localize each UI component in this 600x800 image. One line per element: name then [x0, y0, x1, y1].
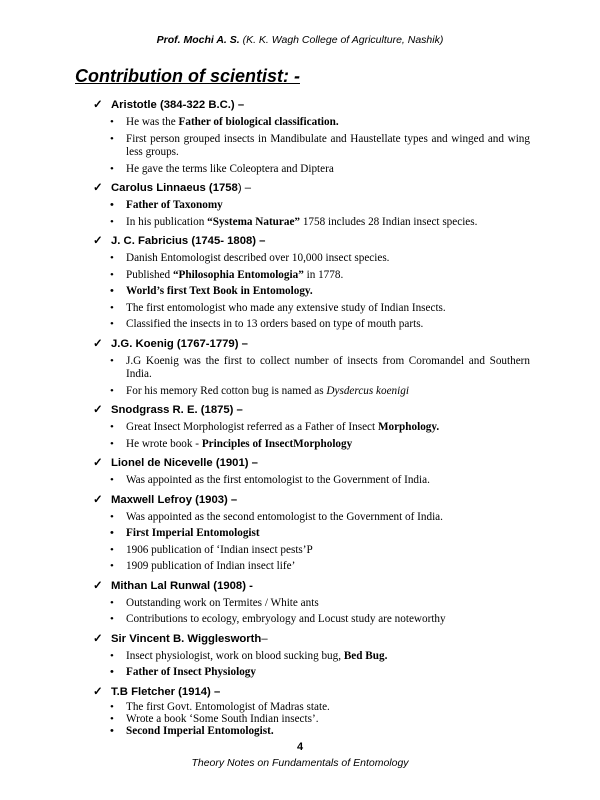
scientist-name: Mithan Lal Runwal (1908) - — [111, 579, 253, 592]
text-bold: Morphology. — [377, 421, 440, 433]
header-author: Prof. Mochi A. S. — [156, 34, 240, 46]
text-bold: Bed Bug. — [343, 649, 388, 662]
scientist-name: Lionel de Nicevelle (1901) – — [111, 457, 258, 469]
point-list — [93, 116, 530, 176]
scientist-heading — [93, 630, 530, 648]
text-italic: Dysdercus koenigi — [326, 384, 409, 397]
text-pre: For his memory Red cotton bug is named as — [126, 384, 327, 397]
checkmark-icon: ✓ — [93, 182, 103, 194]
scientist-entry — [93, 630, 530, 680]
point-list — [93, 701, 530, 737]
text-post: in 1778. — [303, 268, 344, 281]
scientist-entry — [93, 232, 530, 332]
list-item: • Contributions to ecology, embryology and Locust study are noteworthy — [110, 613, 530, 627]
list-item: • Outstanding work on Termites / White ants — [110, 597, 530, 611]
text-pre: He was the — [126, 116, 179, 128]
list-item: • 1906 publication of ‘Indian insect pests’P — [110, 544, 530, 558]
list-item: • Father of Insect Physiology — [110, 666, 530, 680]
scientist-heading — [93, 335, 530, 353]
list-item: • First Imperial Entomologist — [110, 527, 530, 541]
point-list — [93, 355, 530, 399]
scientist-heading — [93, 401, 530, 419]
text-bold: “Systema Naturae” — [207, 215, 301, 228]
scientist-name: Maxwell Lefroy (1903) – — [111, 493, 238, 506]
point-list — [93, 511, 530, 574]
text-pre: Published — [126, 268, 173, 281]
list-item: • First person grouped insects in Mandibulate and Haustellate types and winged and wing less groups. — [110, 133, 530, 160]
page-number: 4 — [296, 741, 304, 753]
list-item: • World’s first Text Book in Entomology. — [110, 285, 530, 299]
page-header — [0, 34, 600, 46]
text-pre: He wrote book - — [126, 437, 202, 450]
scientist-heading — [93, 683, 530, 701]
point-list — [93, 474, 530, 488]
scientist-name: Snodgrass R. E. (1875) – — [111, 404, 243, 416]
list-item: • 1909 publication of Indian insect life’ — [110, 560, 530, 574]
section-title: Contribution of scientist: - — [75, 66, 300, 86]
list-item — [110, 116, 530, 130]
scientist-name: J.G. Koenig (1767-1779) – — [111, 337, 248, 350]
checkmark-icon: ✓ — [93, 99, 103, 111]
page-footer: Theory Notes on Fundamentals of Entomology — [191, 757, 409, 769]
list-item — [110, 438, 530, 452]
point-list — [93, 421, 530, 451]
scientist-entry — [93, 454, 530, 488]
checkmark-icon: ✓ — [93, 404, 103, 416]
list-item: • The first Govt. Entomologist of Madras state. — [110, 701, 530, 713]
list-item — [110, 216, 530, 230]
scientist-entry — [93, 96, 530, 176]
checkmark-icon: ✓ — [93, 685, 103, 698]
point-list — [93, 252, 530, 332]
list-item: • Was appointed as the second entomologist to the Government of India. — [110, 511, 530, 525]
header-college: (K. K. Wagh College of Agriculture, Nashik) — [242, 34, 444, 46]
list-item: • He gave the terms like Coleoptera and Diptera — [110, 163, 530, 177]
scientist-list — [93, 96, 530, 740]
list-item — [110, 385, 530, 399]
list-item — [110, 650, 530, 664]
scientist-heading — [93, 491, 530, 509]
scientist-name: Carolus Linnaeus (1758 — [111, 182, 238, 194]
list-item — [110, 269, 530, 283]
list-item — [110, 421, 530, 435]
checkmark-icon: ✓ — [93, 632, 103, 645]
checkmark-icon: ✓ — [93, 493, 103, 506]
list-item: • Danish Entomologist described over 10,000 insect species. — [110, 252, 530, 266]
list-item: • The first entomologist who made any extensive study of Indian Insects. — [110, 302, 530, 316]
scientist-name: T.B Fletcher (1914) – — [111, 685, 221, 698]
checkmark-icon: ✓ — [93, 337, 103, 350]
scientist-heading — [93, 454, 530, 472]
text-bold: Principles of InsectMorphology — [201, 437, 353, 450]
point-list — [93, 597, 530, 627]
checkmark-icon: ✓ — [93, 457, 103, 469]
list-item: • Was appointed as the first entomologist to the Government of India. — [110, 474, 530, 488]
text-post: 1758 includes 28 Indian insect species. — [300, 215, 478, 228]
list-item: • Classified the insects in to 13 orders based on type of mouth parts. — [110, 318, 530, 332]
text-bold: Father of biological classification. — [178, 116, 339, 128]
scientist-heading — [93, 577, 530, 595]
scientist-name: Aristotle (384-322 B.C.) – — [111, 99, 245, 111]
list-item: • Father of Taxonomy — [110, 199, 530, 213]
checkmark-icon: ✓ — [93, 235, 103, 247]
scientist-heading — [93, 96, 530, 114]
text-pre: In his publication — [126, 215, 208, 228]
list-item: • J.G Koenig was the first to collect number of insects from Coromandel and Southern India. — [110, 355, 530, 382]
scientist-heading — [93, 179, 530, 197]
text-pre: Insect physiologist, work on blood sucking bug, — [126, 649, 344, 662]
scientist-entry — [93, 491, 530, 574]
list-item: • Wrote a book ‘Some South Indian insects’. — [110, 713, 530, 725]
scientist-entry — [93, 577, 530, 627]
list-item: • Second Imperial Entomologist. — [110, 725, 530, 737]
scientist-heading — [93, 232, 530, 250]
text-bold: “Philosophia Entomologia” — [172, 268, 304, 281]
checkmark-icon: ✓ — [93, 579, 103, 592]
scientist-entry — [93, 401, 530, 451]
scientist-name: Sir Vincent B. Wigglesworth — [111, 632, 262, 645]
scientist-name: J. C. Fabricius (1745- 1808) – — [111, 235, 266, 247]
scientist-name-tail: – — [261, 632, 268, 645]
scientist-entry — [93, 179, 530, 229]
scientist-entry — [93, 683, 530, 737]
scientist-entry — [93, 335, 530, 399]
point-list — [93, 650, 530, 680]
scientist-name-tail: ) – — [237, 182, 252, 194]
point-list — [93, 199, 530, 229]
text-pre: Great Insect Morphologist referred as a Father of Insect — [126, 421, 378, 433]
